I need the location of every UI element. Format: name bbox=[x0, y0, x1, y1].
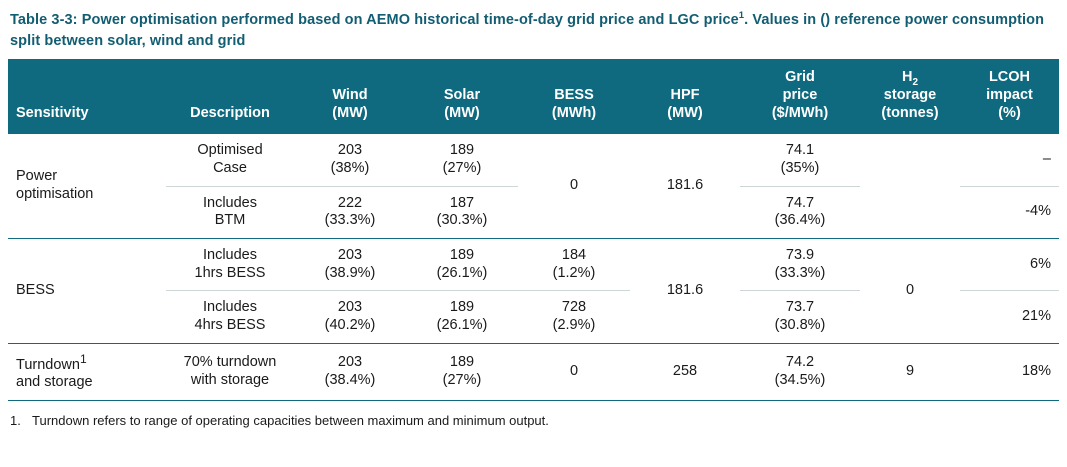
col-header-grid-price-line1: Grid bbox=[785, 69, 815, 86]
grid-price-percent: (35%) bbox=[780, 159, 820, 176]
col-header-wind-line2: (MW) bbox=[332, 104, 368, 121]
sensitivity-line1: Power bbox=[16, 168, 58, 185]
cell-grid-price bbox=[740, 134, 860, 186]
caption-suffix: . Values in () reference power consumption split between solar, wind and grid bbox=[10, 12, 1045, 49]
bess-value: 184 bbox=[561, 246, 587, 263]
bess-value: 0 bbox=[569, 362, 579, 379]
col-header-lcoh-impact bbox=[960, 59, 1059, 134]
cell-solar bbox=[406, 238, 518, 290]
col-header-h2-storage bbox=[860, 59, 960, 134]
cell-grid-price bbox=[740, 238, 860, 290]
cell-wind bbox=[294, 186, 406, 238]
col-header-bess-line2: (MWh) bbox=[551, 104, 597, 121]
grid-price-percent: (36.4%) bbox=[774, 212, 826, 229]
description-line2: 1hrs BESS bbox=[194, 264, 266, 281]
grid-price-value: 73.9 bbox=[785, 246, 815, 263]
grid-price-value: 73.7 bbox=[785, 299, 815, 316]
cell-lcoh-impact bbox=[960, 343, 1059, 400]
cell-solar bbox=[406, 343, 518, 400]
lcoh-value: – bbox=[1042, 151, 1051, 168]
footnote-number: 1. bbox=[10, 412, 21, 428]
bess-value: 0 bbox=[569, 177, 579, 194]
cell-h2-storage bbox=[860, 238, 960, 343]
table-body bbox=[8, 134, 1059, 400]
description-line1: Includes bbox=[202, 246, 257, 263]
footnote-text: Turndown refers to range of operating capacities between maximum and minimum output. bbox=[32, 412, 549, 428]
cell-sensitivity-power-optimisation bbox=[8, 134, 166, 238]
solar-percent: (30.3%) bbox=[436, 212, 488, 229]
col-header-lcoh-line3: (%) bbox=[998, 104, 1021, 121]
col-header-grid-price bbox=[740, 59, 860, 134]
wind-percent: (33.3%) bbox=[324, 212, 376, 229]
h2-subscript: 2 bbox=[912, 77, 919, 89]
grid-price-value: 74.7 bbox=[785, 194, 815, 211]
description-line1: Includes bbox=[202, 299, 257, 316]
cell-lcoh-impact bbox=[960, 238, 1059, 290]
cell-solar bbox=[406, 291, 518, 343]
cell-bess bbox=[518, 343, 630, 400]
cell-solar bbox=[406, 134, 518, 186]
cell-lcoh-impact bbox=[960, 291, 1059, 343]
cell-sensitivity-bess bbox=[8, 238, 166, 343]
description-line2: 4hrs BESS bbox=[194, 317, 266, 334]
cell-description bbox=[166, 291, 294, 343]
grid-price-value: 74.2 bbox=[785, 354, 815, 371]
solar-value: 189 bbox=[449, 246, 475, 263]
col-header-hpf bbox=[630, 59, 740, 134]
cell-hpf bbox=[630, 134, 740, 238]
cell-hpf bbox=[630, 343, 740, 400]
wind-value: 222 bbox=[337, 194, 363, 211]
cell-solar bbox=[406, 186, 518, 238]
solar-percent: (26.1%) bbox=[436, 317, 488, 334]
grid-price-percent: (30.8%) bbox=[774, 317, 826, 334]
col-header-h2-storage-line2: storage bbox=[883, 86, 937, 103]
hpf-value: 181.6 bbox=[666, 177, 704, 194]
cell-h2-storage bbox=[860, 343, 960, 400]
sensitivity-footnote-marker: 1 bbox=[79, 351, 87, 366]
cell-bess bbox=[518, 134, 630, 238]
description-line1: Optimised bbox=[197, 142, 263, 159]
cell-description bbox=[166, 134, 294, 186]
col-header-h2-storage-line3: (tonnes) bbox=[881, 104, 939, 121]
wind-value: 203 bbox=[337, 354, 363, 371]
table-row bbox=[8, 238, 1059, 290]
description-line2: with storage bbox=[190, 371, 270, 388]
col-header-description-line1: Description bbox=[190, 104, 270, 121]
cell-h2-storage bbox=[860, 134, 960, 238]
cell-wind bbox=[294, 134, 406, 186]
cell-description bbox=[166, 343, 294, 400]
grid-price-percent: (34.5%) bbox=[774, 371, 826, 388]
col-header-solar-line1: Solar bbox=[443, 86, 481, 103]
cell-lcoh-impact bbox=[960, 134, 1059, 186]
sensitivity-line1 bbox=[16, 352, 158, 375]
h2-storage-value: 0 bbox=[905, 282, 915, 298]
bess-value: 728 bbox=[561, 299, 587, 316]
description-line2: Case bbox=[213, 159, 247, 176]
col-header-solar bbox=[406, 59, 518, 134]
col-header-grid-price-line3: ($/MWh) bbox=[771, 104, 829, 121]
col-header-hpf-line1: HPF bbox=[670, 86, 700, 103]
lcoh-value: -4% bbox=[1025, 203, 1051, 220]
grid-price-percent: (33.3%) bbox=[774, 264, 826, 281]
cell-description bbox=[166, 238, 294, 290]
h2-storage-value: 9 bbox=[905, 362, 915, 379]
power-optimisation-table bbox=[8, 59, 1059, 401]
description-line1: 70% turndown bbox=[183, 354, 277, 371]
cell-bess bbox=[518, 238, 630, 290]
col-header-sensitivity bbox=[8, 59, 166, 134]
col-header-lcoh-line1: LCOH bbox=[988, 69, 1031, 86]
lcoh-value: 21% bbox=[1021, 308, 1051, 325]
cell-grid-price bbox=[740, 186, 860, 238]
hpf-value: 181.6 bbox=[666, 282, 704, 298]
description-line2: BTM bbox=[214, 212, 246, 229]
col-header-wind bbox=[294, 59, 406, 134]
solar-percent: (27%) bbox=[442, 159, 482, 176]
cell-description bbox=[166, 186, 294, 238]
lcoh-value: 18% bbox=[1021, 362, 1051, 379]
cell-lcoh-impact bbox=[960, 186, 1059, 238]
cell-wind bbox=[294, 343, 406, 400]
col-header-bess-line1: BESS bbox=[554, 86, 594, 103]
grid-price-value: 74.1 bbox=[785, 142, 815, 159]
col-header-grid-price-line2: price bbox=[782, 86, 818, 103]
wind-percent: (38.4%) bbox=[324, 371, 376, 388]
wind-percent: (38.9%) bbox=[324, 264, 376, 281]
sensitivity-line1: BESS bbox=[16, 282, 55, 298]
col-header-bess bbox=[518, 59, 630, 134]
wind-value: 203 bbox=[337, 246, 363, 263]
h2-symbol: H bbox=[901, 69, 913, 86]
col-header-sensitivity-line1: Sensitivity bbox=[16, 104, 89, 121]
col-header-h2-storage-line1 bbox=[868, 69, 952, 87]
caption-prefix: Table 3-3: Power optimisation performed based on AEMO historical time-of-day grid price and LGC price bbox=[10, 12, 739, 28]
cell-grid-price bbox=[740, 291, 860, 343]
col-header-lcoh-line2: impact bbox=[986, 86, 1033, 103]
col-header-hpf-line2: (MW) bbox=[667, 104, 703, 121]
col-header-wind-line1: Wind bbox=[332, 86, 368, 103]
cell-sensitivity-turndown bbox=[8, 343, 166, 400]
col-header-solar-line2: (MW) bbox=[444, 104, 480, 121]
solar-value: 187 bbox=[449, 194, 475, 211]
sensitivity-line2: optimisation bbox=[16, 186, 94, 203]
cell-bess bbox=[518, 291, 630, 343]
cell-hpf bbox=[630, 238, 740, 343]
table-header bbox=[8, 59, 1059, 134]
table-caption bbox=[10, 10, 1057, 51]
sensitivity-text: Turndown bbox=[16, 356, 80, 373]
solar-percent: (26.1%) bbox=[436, 264, 488, 281]
cell-wind bbox=[294, 291, 406, 343]
description-line1: Includes bbox=[202, 194, 257, 211]
bess-percent: (1.2%) bbox=[552, 264, 596, 281]
bess-percent: (2.9%) bbox=[552, 317, 596, 334]
table-header-row bbox=[8, 59, 1059, 134]
solar-value: 189 bbox=[449, 142, 475, 159]
table-row bbox=[8, 343, 1059, 400]
cell-wind bbox=[294, 238, 406, 290]
caption-footnote-marker: 1 bbox=[738, 10, 745, 22]
wind-value: 203 bbox=[337, 142, 363, 159]
table-footnote bbox=[8, 413, 1059, 430]
wind-percent: (38%) bbox=[330, 159, 370, 176]
table-row bbox=[8, 134, 1059, 186]
solar-value: 189 bbox=[449, 354, 475, 371]
solar-value: 189 bbox=[449, 299, 475, 316]
sensitivity-line2: and storage bbox=[16, 374, 93, 391]
hpf-value: 258 bbox=[672, 362, 698, 379]
wind-value: 203 bbox=[337, 299, 363, 316]
lcoh-value: 6% bbox=[1030, 255, 1051, 272]
wind-percent: (40.2%) bbox=[324, 317, 376, 334]
col-header-description bbox=[166, 59, 294, 134]
solar-percent: (27%) bbox=[442, 371, 482, 388]
cell-grid-price bbox=[740, 343, 860, 400]
